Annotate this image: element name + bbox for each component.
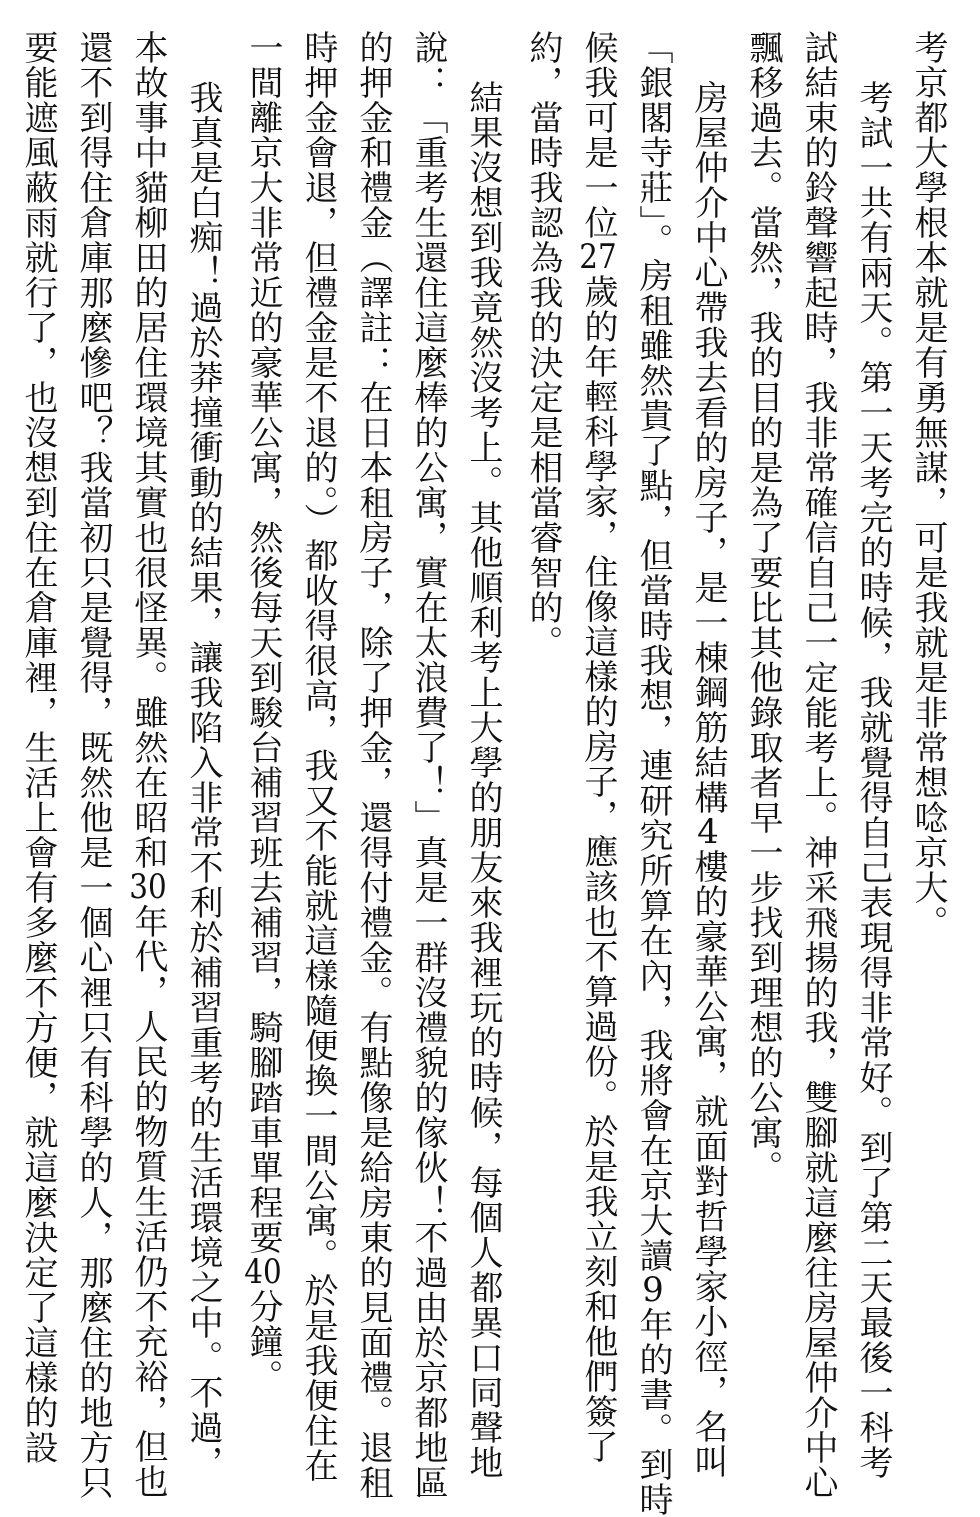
text-column: 「銀閣寺莊」。房租雖然貴了點，但當時我想，連研究所算在內，我將會在京大讀9年的書。到時 <box>633 30 673 1517</box>
text-column: 說：「重考生還住這麼棒的公寓，實在太浪費了！」真是一群沒禮貌的傢伙！不過由於京都地區 <box>408 30 448 1500</box>
text-column: 約，當時我認為我的決定是相當睿智的。 <box>523 30 563 660</box>
text-column: 時押金會退，但禮金是不退的。）都收得很高，我又不能就這樣隨便換一間公寓。於是我便住在 <box>298 30 338 1483</box>
text-column: 要能遮風蔽雨就行了，也沒想到住在倉庫裡，生活上會有多麼不方便，就這麼決定了這樣的設 <box>18 30 58 1465</box>
text-column: 一間離京大非常近的豪華公寓，然後每天到駿台補習班去補習，騎腳踏車單程要40分鐘。 <box>243 30 283 1394</box>
text-column: 結果沒想到我竟然沒考上。其他順利考上大學的朋友來我裡玩的時候，每個人都異口同聲地 <box>463 80 503 1480</box>
text-column: 還不到得住倉庫那麼慘吧？我當初只是覺得，既然他是一個心裡只有科學的人，那麼住的地方只 <box>73 30 113 1500</box>
inline-number: 9 <box>642 1273 664 1307</box>
text-column: 試結束的鈴聲響起時，我非常確信自己一定能考上。神采飛揚的我，雙腳就這麼往房屋仲介中心 <box>798 30 838 1500</box>
text-column: 飄移過去。當然，我的目的是為了要比其他錄取者早一步找到理想的公寓。 <box>743 30 783 1185</box>
text-column: 我真是白痴！過於莽撞衝動的結果，讓我陷入非常不利於補習重考的生活環境之中。不過， <box>183 80 223 1480</box>
inline-number: 4 <box>697 815 719 849</box>
text-column: 本故事中貓柳田的居住環境其實也很怪異。雖然在昭和30年代，人民的物質生活仍不充裕，但也 <box>128 30 168 1499</box>
inline-number: 30 <box>129 870 167 904</box>
text-column: 考試一共有兩天。第一天考完的時候，我就覺得自己表現得非常好。到了第二天最後一科考 <box>853 80 893 1480</box>
text-column: 的押金和禮金（譯註：在日本租房子，除了押金，還得付禮金。有點像是給房東的見面禮。退租 <box>353 30 393 1500</box>
text-column: 考京都大學根本就是有勇無謀，可是我就是非常想唸京大。 <box>908 30 948 940</box>
inline-number: 40 <box>244 1255 282 1289</box>
inline-number: 27 <box>579 240 617 274</box>
text-column: 房屋仲介中心帶我去看的房子，是一棟鋼筋結構4樓的豪華公寓，就面對哲學家小徑，名叫 <box>688 80 728 1479</box>
text-column: 候我可是一位27歲的年輕科學家，住像這樣的房子，應該也不算過份。於是我立刻和他們簽了 <box>578 30 618 1464</box>
